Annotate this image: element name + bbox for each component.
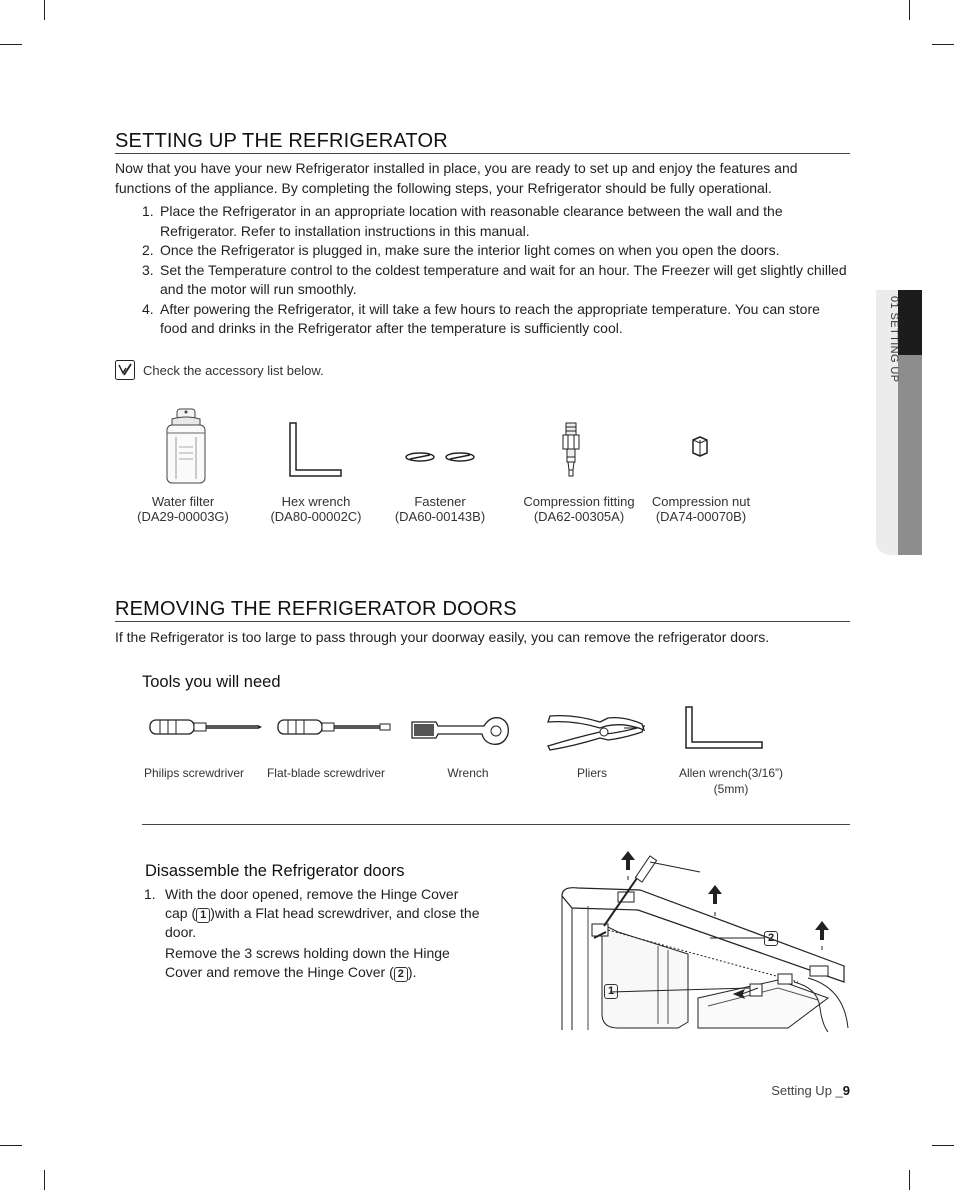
doors-intro: If the Refrigerator is too large to pass through your doorway easily, you can remove the refrigerator doors.	[115, 629, 770, 645]
disassemble-step-1: 1. With the door opened, remove the Hinge Cover cap ( 1 )with a Flat head screwdriver, and close the door. Remove the 3 screws holding down the Hinge Cover and remove the Hinge Cover ( 2 ).	[144, 886, 480, 980]
section-rule	[115, 153, 850, 154]
compression-fitting-icon	[560, 422, 582, 478]
hinge-cover-diagram	[558, 848, 850, 1032]
setup-step: 2. Once the Refrigerator is plugged in, make sure the interior light comes on when you open the doors.	[142, 242, 780, 258]
setup-step: 1. Place the Refrigerator in an appropriate location with reasonable clearance between the wall and the Refrigerator. Refer to installation instructions in this manual.	[142, 203, 783, 239]
hex-wrench-icon	[287, 420, 345, 478]
tool-label: Philips screwdriver	[143, 766, 245, 780]
section-title-setting-up: SETTING UP THE REFRIGERATOR	[115, 130, 448, 152]
note-text: Check the accessory list below.	[143, 363, 324, 378]
accessory-label: Compression fitting (DA62-00305A)	[523, 494, 635, 524]
callout-2-ref: 2	[394, 967, 408, 982]
disassemble-heading: Disassemble the Refrigerator doors	[145, 862, 405, 880]
callout-1: 1	[604, 984, 618, 999]
callout-2: 2	[764, 931, 778, 946]
page-footer: Setting Up _9	[771, 1083, 850, 1098]
pliers-icon	[544, 712, 648, 752]
fastener-icon	[404, 448, 478, 466]
accessory-label: Water filter (DA29-00003G)	[137, 494, 229, 524]
allen-wrench-icon	[684, 705, 766, 751]
side-tab-strip	[898, 355, 922, 555]
accessory-label: Fastener (DA60-00143B)	[394, 494, 486, 524]
wrench-icon	[410, 714, 510, 750]
section-title-removing-doors: REMOVING THE REFRIGERATOR DOORS	[115, 598, 517, 620]
tool-label: Allen wrench(3/16”) (5mm)	[678, 766, 784, 796]
note-icon	[115, 360, 135, 380]
philips-screwdriver-icon	[148, 716, 264, 738]
tools-heading: Tools you will need	[142, 673, 281, 691]
tool-label: Pliers	[576, 766, 607, 780]
setup-step: 4. After powering the Refrigerator, it will take a few hours to reach the appropriate temperature. You can store food and drinks in the Refrigerator after the temperature is sufficiently cool.	[142, 300, 820, 336]
flat-blade-screwdriver-icon	[276, 716, 392, 738]
setup-steps	[142, 202, 850, 339]
callout-1-ref: 1	[196, 908, 210, 923]
tools-divider	[142, 824, 850, 825]
tool-label: Flat-blade screwdriver	[266, 766, 386, 780]
side-tab-label: 01 SETTING UP	[888, 296, 900, 383]
side-tab-marker	[898, 290, 922, 356]
compression-nut-icon	[689, 436, 711, 458]
section-rule	[115, 621, 850, 622]
setup-intro: Now that you have your new Refrigerator installed in place, you are ready to set up and enjoy the features and functions of the appliance. By completing the following steps, your Refrigerator should be fully operational.	[115, 160, 798, 196]
water-filter-icon	[164, 407, 208, 485]
setup-step: 3. Set the Temperature control to the coldest temperature and wait for an hour. The Freezer will get slightly chilled and the motor will run smoothly.	[142, 261, 847, 297]
accessory-label: Compression nut (DA74-00070B)	[651, 494, 751, 524]
tool-label: Wrench	[447, 766, 489, 780]
accessory-label: Hex wrench (DA80-00002C)	[270, 494, 362, 524]
